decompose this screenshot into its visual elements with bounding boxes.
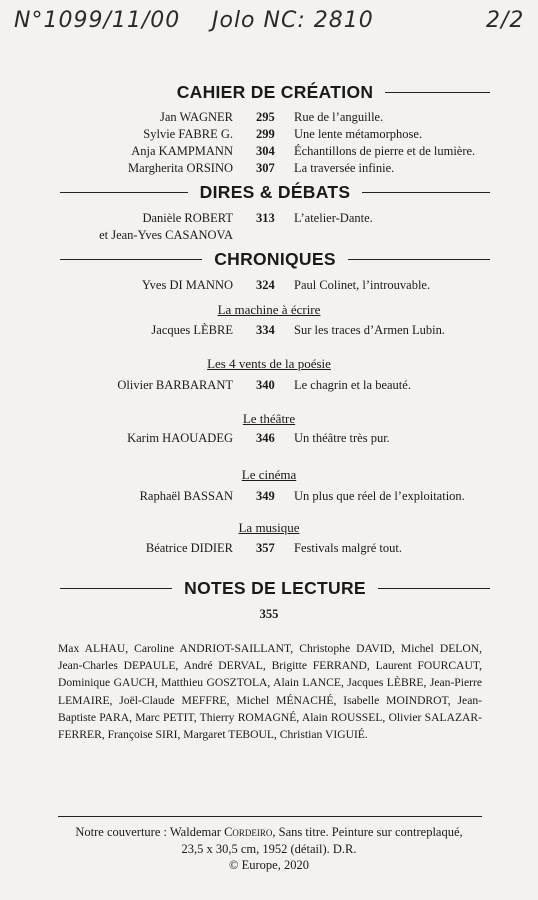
entry-title: Un plus que réel de l’exploitation. [294, 489, 465, 503]
section-title: CAHIER DE CRÉATION [176, 81, 374, 102]
entry-page: 313 [256, 211, 275, 225]
entry-author: Jan WAGNER [159, 110, 233, 124]
entry-page: 299 [256, 127, 275, 141]
toc-entry [0, 431, 538, 447]
section-rule-left [60, 259, 202, 260]
entry-author: Sylvie FABRE G. [143, 127, 233, 141]
subsection-heading: Les 4 vents de la poésie [207, 356, 331, 371]
toc-entry [0, 228, 538, 244]
entry-title: Sur les traces d’Armen Lubin. [294, 323, 446, 337]
toc-entry [0, 144, 538, 160]
entry-page: 349 [256, 489, 275, 503]
cover-artist-name: Cordeiro [224, 825, 273, 839]
entry-title: Festivals malgré tout. [294, 541, 402, 555]
handwritten-issue-number: N°1099/11/00 [14, 8, 181, 33]
toc-entry [0, 110, 538, 126]
handwritten-page-count: 2/2 [486, 8, 525, 33]
entry-page: 334 [256, 323, 275, 337]
entry-page: 304 [256, 144, 275, 158]
entry-page: 340 [256, 378, 275, 392]
section-header-chroniques [60, 247, 490, 271]
notes-contributors: Max ALHAU, Caroline ANDRIOT-SAILLANT, Christophe DAVID, Michel DELON, Jean-Charles DEPAULE, André DERVAL, Brigitte FERRAND, Laurent FOURCAUT, Dominique GAUCH, Matthieu GOSZTOLA, Alain LANCE, Jacques LÈBRE, Jean-Pierre LEMAIRE, Joël-Claude MEFFRE, Michel MÉNACHÉ, Isabelle MOINDROT, Jean-Baptiste PARA, Marc PETIT, Thierry ROMAGNÉ, Alain ROUSSEL, Olivier SALAZAR- FERRER, Françoise SIRI, Margaret TEBOUL, Christian VIGUIÉ. [58, 642, 482, 742]
toc-entry [0, 211, 538, 227]
section-header-creation [60, 80, 490, 104]
entry-page: 307 [256, 161, 275, 175]
entry-author: Jacques LÈBRE [151, 323, 233, 337]
cover-credit [0, 824, 538, 874]
entry-author: Olivier BARBARANT [117, 378, 233, 392]
entry-author: Anja KAMPMANN [131, 144, 233, 158]
entry-author: Karim HAOUADEG [127, 431, 233, 445]
entry-title: Paul Colinet, l’introuvable. [294, 278, 431, 292]
entry-title: Rue de l’anguille. [294, 110, 384, 124]
cover-prefix: Notre couverture : Waldemar [75, 825, 225, 839]
section-rule-left [60, 588, 172, 589]
entry-author: Danièle ROBERT [142, 211, 233, 225]
entry-author: Raphaël BASSAN [139, 489, 233, 503]
cover-line-2: 23,5 x 30,5 cm, 1952 (détail). D.R. [181, 841, 357, 856]
entry-title: Une lente métamorphose. [294, 127, 423, 141]
entry-author: Margherita ORSINO [128, 161, 233, 175]
section-rule-right [378, 588, 490, 589]
entry-title: La traversée infinie. [294, 161, 395, 175]
entry-author: et Jean-Yves CASANOVA [99, 228, 233, 242]
toc-entry [0, 378, 538, 394]
section-rule-right [362, 192, 490, 193]
cover-suffix: , Sans titre. Peinture sur contreplaqué, [272, 825, 463, 839]
entry-author: Béatrice DIDIER [145, 541, 233, 555]
entry-page: 295 [256, 110, 275, 124]
handwritten-reference: Jolo NC: 2810 [212, 8, 374, 33]
toc-entry [0, 278, 538, 294]
toc-entry [0, 127, 538, 143]
cover-line-1 [0, 824, 538, 841]
subsection-heading: Le théâtre [242, 411, 296, 426]
section-title: CHRONIQUES [214, 248, 336, 269]
section-rule-left [60, 192, 188, 193]
entry-page: 346 [256, 431, 275, 445]
entry-title: Échantillons de pierre et de lumière. [294, 144, 476, 158]
toc-entry [0, 323, 538, 339]
section-header-dires [60, 180, 490, 204]
subsection-heading: La machine à écrire [217, 302, 321, 317]
footer-divider [58, 816, 482, 817]
section-title: DIRES & DÉBATS [199, 181, 351, 202]
entry-page: 324 [256, 278, 275, 292]
entry-title: Un théâtre très pur. [294, 431, 390, 445]
toc-entry [0, 541, 538, 557]
subsection-heading: La musique [238, 520, 300, 535]
section-rule-right [385, 92, 490, 93]
entry-title: Le chagrin et la beauté. [294, 378, 411, 392]
notes-page-number: 355 [259, 607, 279, 621]
section-rule-right [348, 259, 490, 260]
subsection-heading: Le cinéma [241, 467, 297, 482]
cover-copyright: © Europe, 2020 [229, 858, 309, 872]
toc-entry [0, 489, 538, 505]
entry-title: L’atelier-Dante. [294, 211, 373, 225]
toc-entry [0, 161, 538, 177]
entry-author: Yves DI MANNO [141, 278, 233, 292]
section-header-notes [60, 576, 490, 600]
entry-page: 357 [256, 541, 275, 555]
section-title: NOTES DE LECTURE [184, 577, 366, 598]
